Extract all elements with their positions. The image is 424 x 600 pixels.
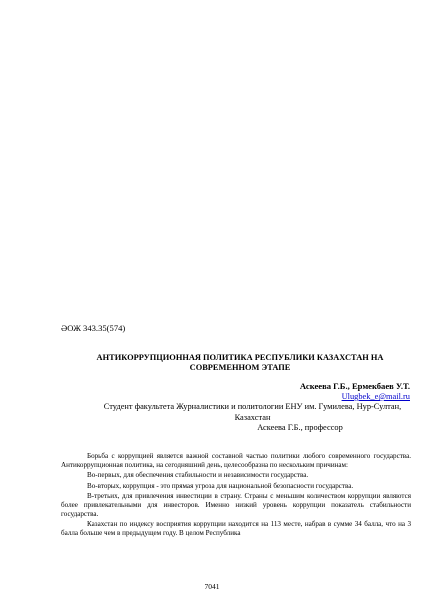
- authors: Аскеева Г.Б., Ермекбаев У.Т.: [299, 381, 410, 391]
- affiliation-line-1: Студент факультета Журналистики и политологии ЕНУ им. Гумилева, Нур-Султан,: [103, 402, 402, 411]
- supervisor-role: Аскеева Г.Б., профессор: [257, 423, 343, 432]
- affiliation: [95, 402, 410, 423]
- paragraph: Во-вторых, коррупция - это прямая угроза для национальной безопасности государства.: [87, 481, 354, 490]
- email-link[interactable]: Ulugbek_e@mail.ru: [341, 392, 410, 401]
- paragraph: Борьба с коррупцией является важной составной частью политики любого современного государства. Антикоррупционная политика, на сегодняшний день, целесообразна по нескольким причинам:: [61, 452, 411, 469]
- article-title: [70, 353, 410, 373]
- page-number: 7041: [204, 582, 220, 591]
- title-line-1: АНТИКОРРУПЦИОННАЯ ПОЛИТИКА РЕСПУБЛИКИ КАЗАХСТАН НА: [96, 353, 384, 362]
- paragraph: В-третьих, для привлечения инвестиции в страну. Страны с меньшим количеством коррупции являются более привлекательными для инвесторов. Именно низкий уровень коррупции показатель стабильности государства.: [61, 492, 411, 518]
- title-line-2: СОВРЕМЕННОМ ЭТАПЕ: [189, 363, 291, 372]
- paragraph: Казахстан по индексу восприятия коррупции находится на 113 месте, набрав в сумме 34 балла, что на 3 балла больше чем в предыдущем году. В целом Республика: [61, 520, 411, 537]
- paragraph: Во-первых, для обеспечения стабильности и независимости государства.: [87, 471, 309, 480]
- body-text: [61, 452, 411, 539]
- email-line: [150, 392, 410, 401]
- udk-code: ӘОЖ 343.35(574): [61, 323, 126, 333]
- affiliation-line-2: Казахстан: [234, 412, 271, 422]
